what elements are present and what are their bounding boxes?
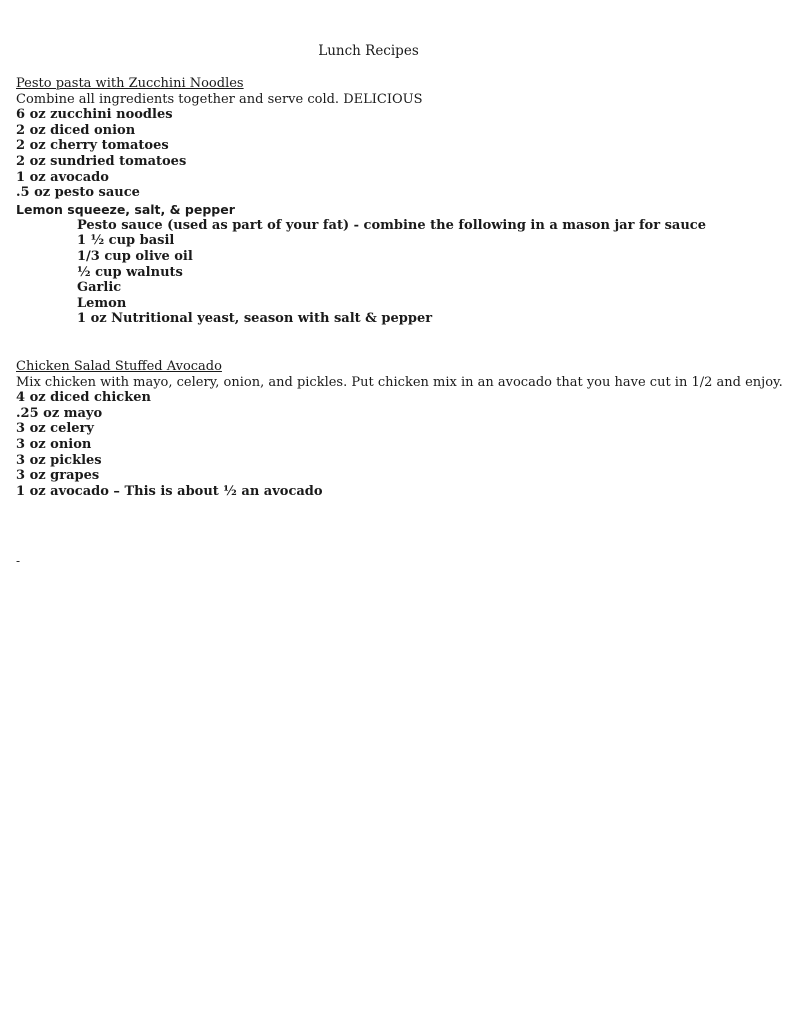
sauce-item: 1 ½ cup basil bbox=[77, 233, 175, 249]
sauce-heading: Pesto sauce (used as part of your fat) - combine the following in a mason jar for sauce bbox=[77, 217, 706, 233]
sauce-item: 1/3 cup olive oil bbox=[77, 248, 193, 264]
ingredient-item: 3 oz onion bbox=[16, 436, 92, 452]
sauce-item: ½ cup walnuts bbox=[77, 264, 183, 280]
seasoning-line: Lemon squeeze, salt, & pepper bbox=[16, 201, 235, 217]
sauce-item: Lemon bbox=[77, 295, 127, 311]
ingredient-item: 4 oz diced chicken bbox=[16, 390, 151, 406]
sauce-item: Garlic bbox=[77, 280, 122, 296]
ingredient-item: 2 oz cherry tomatoes bbox=[16, 138, 169, 154]
ingredient-item: 1 oz avocado bbox=[16, 169, 109, 185]
page-title: Lunch Recipes bbox=[318, 43, 419, 59]
ingredient-item: 3 oz grapes bbox=[16, 468, 100, 484]
ingredient-item: 2 oz diced onion bbox=[16, 122, 136, 138]
sauce-item: 1 oz Nutritional yeast, season with salt & pepper bbox=[77, 311, 433, 327]
recipe-heading: Chicken Salad Stuffed Avocado bbox=[16, 359, 222, 374]
recipe-description: Combine all ingredients together and serve cold. DELICIOUS bbox=[16, 91, 423, 107]
ingredient-item: 3 oz pickles bbox=[16, 452, 102, 468]
ingredient-item: 2 oz sundried tomatoes bbox=[16, 153, 187, 169]
trailing-dash: - bbox=[16, 554, 21, 568]
ingredient-item: 3 oz celery bbox=[16, 421, 94, 437]
recipe-heading: Pesto pasta with Zucchini Noodles bbox=[16, 76, 244, 91]
ingredient-item: .5 oz pesto sauce bbox=[16, 185, 140, 201]
recipe-chicken-salad bbox=[16, 359, 783, 499]
recipe-pesto-pasta bbox=[16, 76, 776, 327]
ingredient-item: 1 oz avocado – This is about ½ an avocado bbox=[16, 483, 323, 499]
ingredient-item: 6 oz zucchini noodles bbox=[16, 107, 173, 123]
recipe-description: Mix chicken with mayo, celery, onion, and pickles. Put chicken mix in an avocado that you have cut in 1/2 and enjoy. bbox=[16, 374, 783, 390]
ingredient-item: .25 oz mayo bbox=[16, 405, 103, 421]
